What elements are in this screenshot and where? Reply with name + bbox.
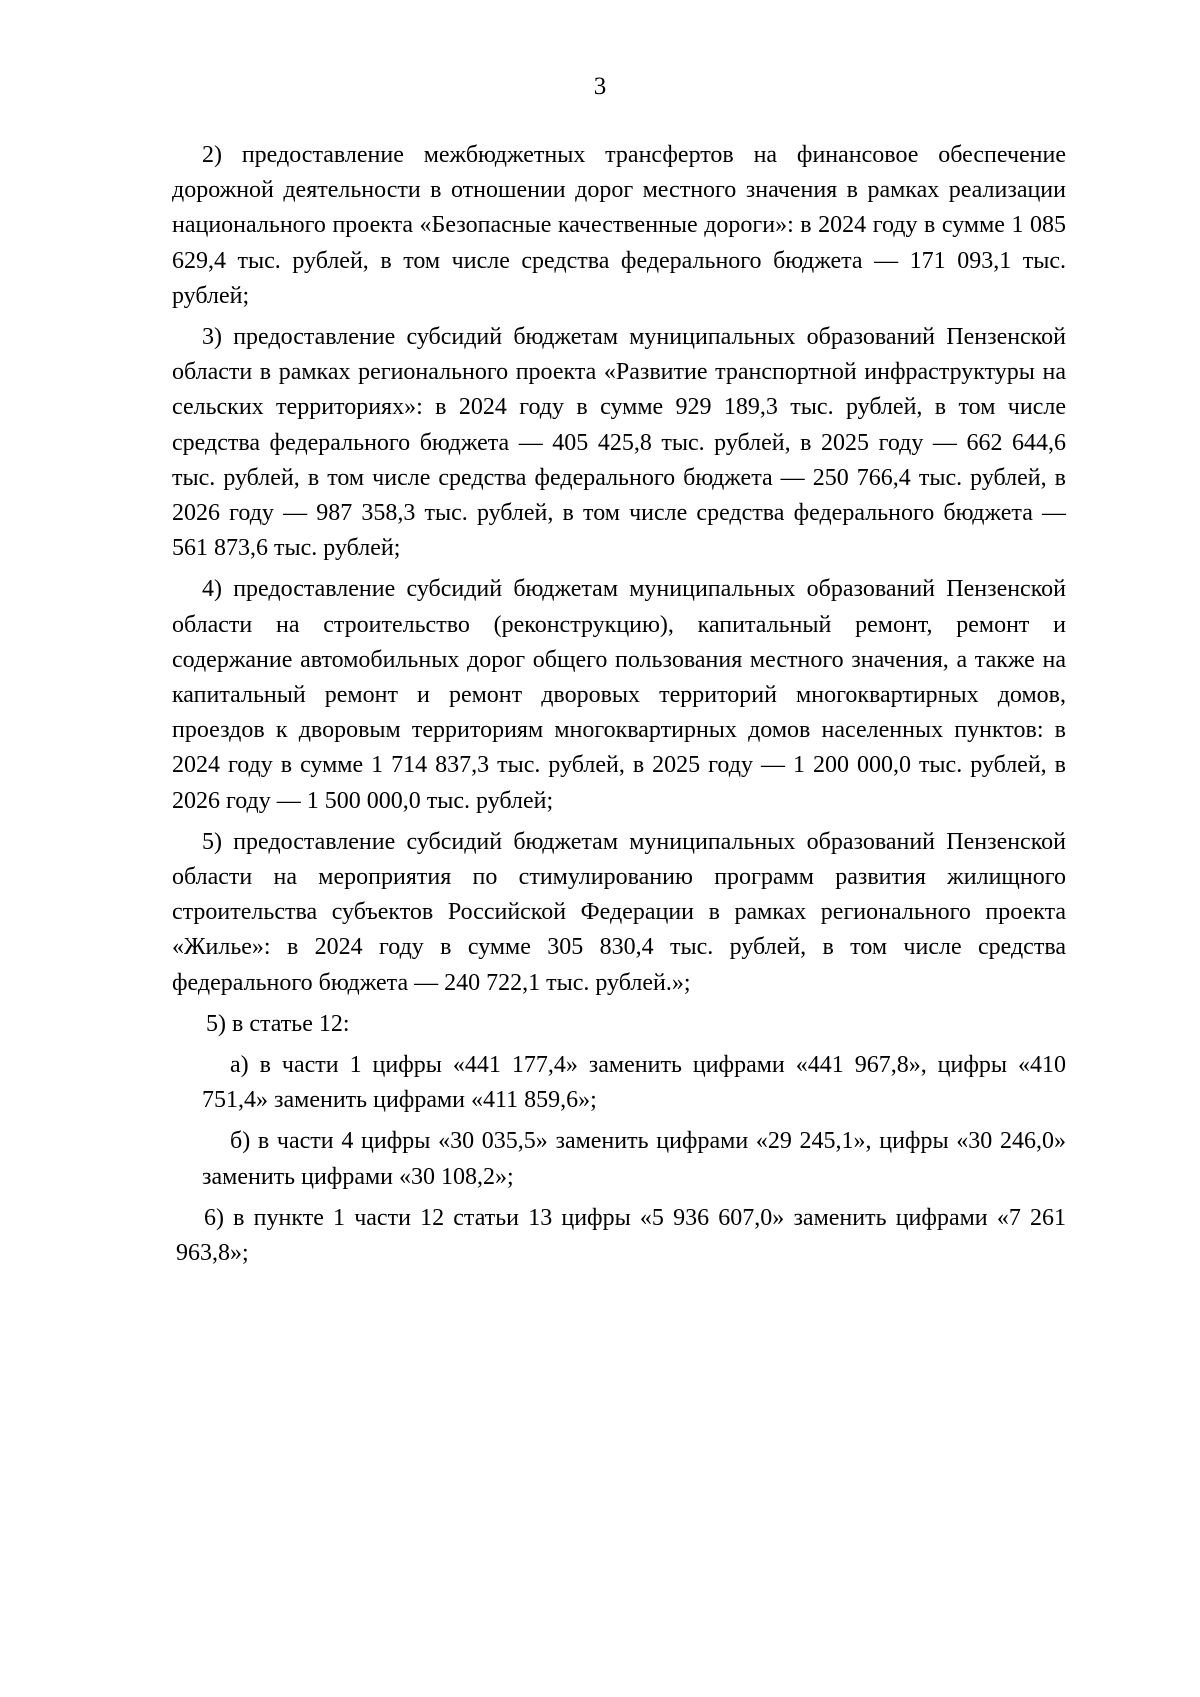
amendment-item-6: 6) в пункте 1 части 12 статьи 13 цифры «5 936 607,0» заменить цифрами «7 261 963,8»; (176, 1204, 1066, 1267)
paragraph-item-3: 3) предоставление субсидий бюджетам муниципальных образований Пензенской области в рамках регионального проекта «Развитие транспортной инфраструктуры на сельских территориях»: в 2024 году в сумме 929 189,3 тыс. рублей, в том числе средства федерального бюджета — 405 425,8 тыс. рублей, в 2025 году — 662 644,6 тыс. рублей, в том числе средства федерального бюджета — 250 766,4 тыс. рублей, в 2026 году — 987 358,3 тыс. рублей, в том числе средства федерального бюджета — 561 873,6 тыс. рублей; (172, 324, 1066, 562)
paragraph-item-5: 5) предоставление субсидий бюджетам муниципальных образований Пензенской области на мероприятия по стимулированию программ развития жилищного строительства субъектов Российской Федерации в рамках регионального проекта «Жилье»: в 2024 году в сумме 305 830,4 тыс. рублей, в том числе средства федерального бюджета — 240 722,1 тыс. рублей.»; (172, 828, 1066, 996)
amendment-item-5: 5) в статье 12: (206, 1010, 350, 1037)
paragraph-item-4: 4) предоставление субсидий бюджетам муниципальных образований Пензенской области на строительство (реконструкцию), капитальный ремонт, ремонт и содержание автомобильных дорог общего пользования местного значения, а также на капитальный ремонт и ремонт дворовых территорий многоквартирных домов, проездов к дворовым территориям многоквартирных домов населенных пунктов: в 2024 году в сумме 1 714 837,3 тыс. рублей, в 2025 году — 1 200 000,0 тыс. рублей, в 2026 году — 1 500 000,0 тыс. рублей; (172, 576, 1066, 814)
document-body (172, 138, 1066, 1277)
amendment-subitem-a: а) в части 1 цифры «441 177,4» заменить цифрами «441 967,8», цифры «410 751,4» заменить цифрами «411 859,6»; (202, 1052, 1066, 1114)
page-number: 3 (593, 73, 607, 100)
paragraph-item-2: 2) предоставление межбюджетных трансфертов на финансовое обеспечение дорожной деятельности в отношении дорог местного значения в рамках реализации национального проекта «Безопасные качественные дороги»: в 2024 году в сумме 1 085 629,4 тыс. рублей, в том числе средства федерального бюджета — 171 093,1 тыс. рублей; (172, 142, 1066, 309)
amendment-subitem-b: б) в части 4 цифры «30 035,5» заменить цифрами «29 245,1», цифры «30 246,0» заменить цифрами «30 108,2»; (202, 1128, 1066, 1190)
